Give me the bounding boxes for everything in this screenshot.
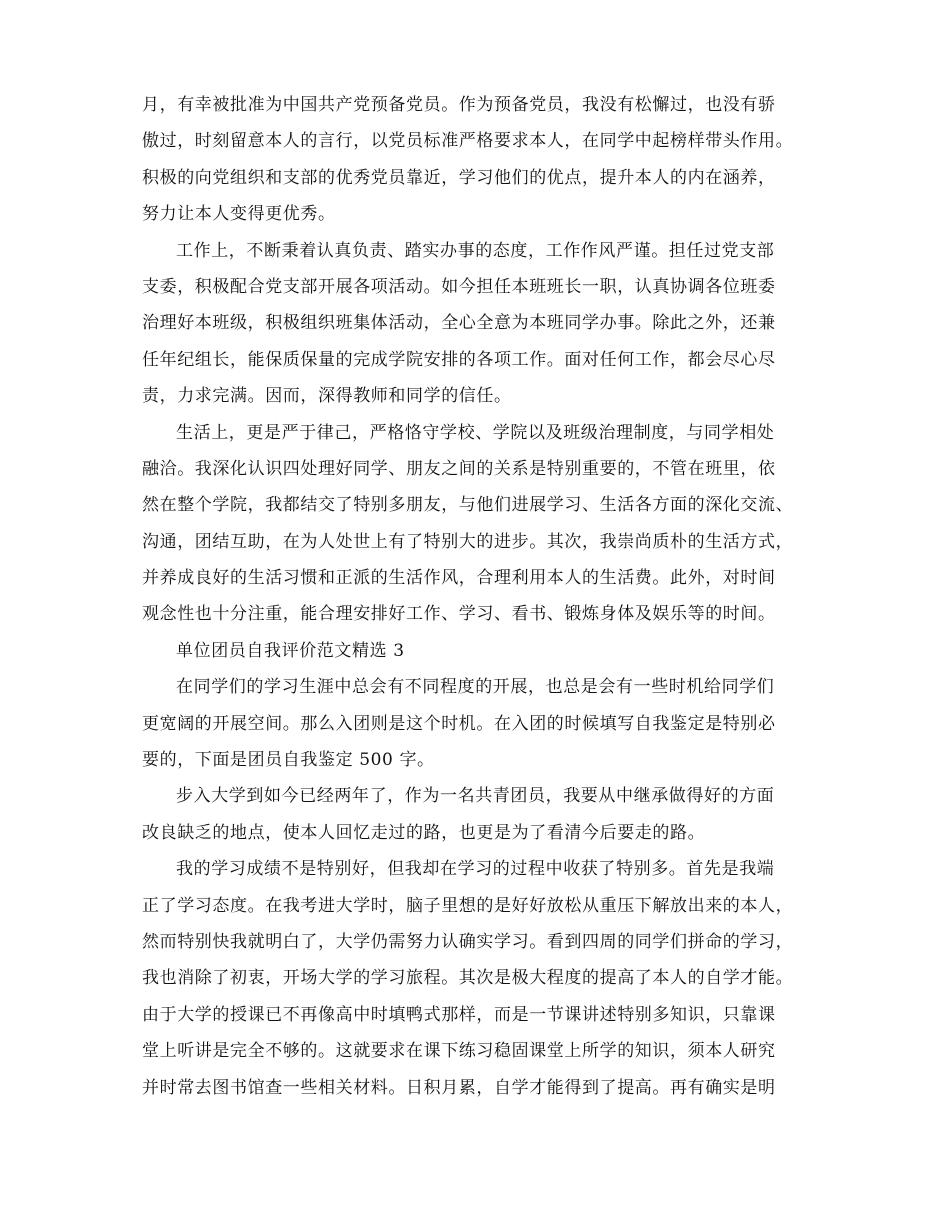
document-text-line: 治理好本班级，积极组织班集体活动，全心全意为本班同学办事。除此之外，还兼 <box>142 313 776 334</box>
document-text-line: 堂上听讲是完全不够的。这就要求在课下练习稳固课堂上所学的知识，须本人研究 <box>142 1041 776 1062</box>
document-text-line: 并养成良好的生活习惯和正派的生活作风，合理利用本人的生活费。此外，对时间 <box>142 568 776 589</box>
document-text-line: 观念性也十分注重，能合理安排好工作、学习、看书、锻炼身体及娱乐等的时间。 <box>142 604 776 625</box>
document-text-line: 步入大学到如今已经两年了，作为一名共青团员，我要从中继承做得好的方面 <box>176 786 775 807</box>
document-text-line: 沟通，团结互助，在为人处世上有了特别大的进步。其次，我崇尚质朴的生活方式， <box>142 531 794 552</box>
document-text-line: 并时常去图书馆查一些相关材料。日积月累，自学才能得到了提高。再有确实是明 <box>142 1077 776 1098</box>
document-text-line: 责，力求完满。因而，深得教师和同学的信任。 <box>142 386 512 407</box>
document-text-line: 融洽。我深化认识四处理好同学、朋友之间的关系是特别重要的，不管在班里，依 <box>142 458 776 479</box>
document-text-line: 傲过，时刻留意本人的言行，以党员标准严格要求本人，在同学中起榜样带头作用。 <box>142 131 794 152</box>
document-text-line: 我也消除了初衷，开场大学的学习旅程。其次是极大程度的提高了本人的自学才能。 <box>142 968 794 989</box>
document-text-line: 积极的向党组织和支部的优秀党员靠近，学习他们的优点，提升本人的内在涵养， <box>142 167 776 188</box>
document-text-line: 更宽阔的开展空间。那么入团则是这个时机。在入团的时候填写自我鉴定是特别必 <box>142 713 776 734</box>
document-text-line: 然而特别快我就明白了，大学仍需努力认确实学习。看到四周的同学们拼命的学习， <box>142 931 794 952</box>
document-text-line: 单位团员自我评价范文精选 3 <box>176 640 405 661</box>
document-text-line: 要的，下面是团员自我鉴定 500 字。 <box>142 750 435 771</box>
document-text-line: 然在整个学院，我都结交了特别多朋友，与他们进展学习、生活各方面的深化交流、 <box>142 495 794 516</box>
document-text-line: 努力让本人变得更优秀。 <box>142 204 336 225</box>
document-text-line: 月，有幸被批准为中国共产党预备党员。作为预备党员，我没有松懈过，也没有骄 <box>142 95 776 115</box>
document-text-line: 在同学们的学习生涯中总会有不同程度的开展，也总是会有一些时机给同学们 <box>176 677 775 698</box>
document-text-line: 由于大学的授课已不再像高中时填鸭式那样，而是一节课讲述特别多知识，只靠课 <box>142 1004 776 1025</box>
document-text-line: 正了学习态度。在我考进大学时，脑子里想的是好好放松从重压下解放出来的本人， <box>142 895 794 916</box>
document-text-line: 改良缺乏的地点，使本人回忆走过的路，也更是为了看清今后要走的路。 <box>142 822 706 843</box>
document-body <box>142 87 832 1106</box>
document-text-line: 我的学习成绩不是特别好，但我却在学习的过程中收获了特别多。首先是我端 <box>176 859 775 880</box>
document-text-line: 任年纪组长，能保质保量的完成学院安排的各项工作。面对任何工作，都会尽心尽 <box>142 349 776 370</box>
document-text-line: 支委，积极配合党支部开展各项活动。如今担任本班班长一职，认真协调各位班委 <box>142 276 776 297</box>
document-text-line: 工作上，不断秉着认真负责、踏实办事的态度，工作作风严谨。担任过党支部 <box>176 240 775 261</box>
document-text-line: 生活上，更是严于律己，严格恪守学校、学院以及班级治理制度，与同学相处 <box>176 422 775 443</box>
